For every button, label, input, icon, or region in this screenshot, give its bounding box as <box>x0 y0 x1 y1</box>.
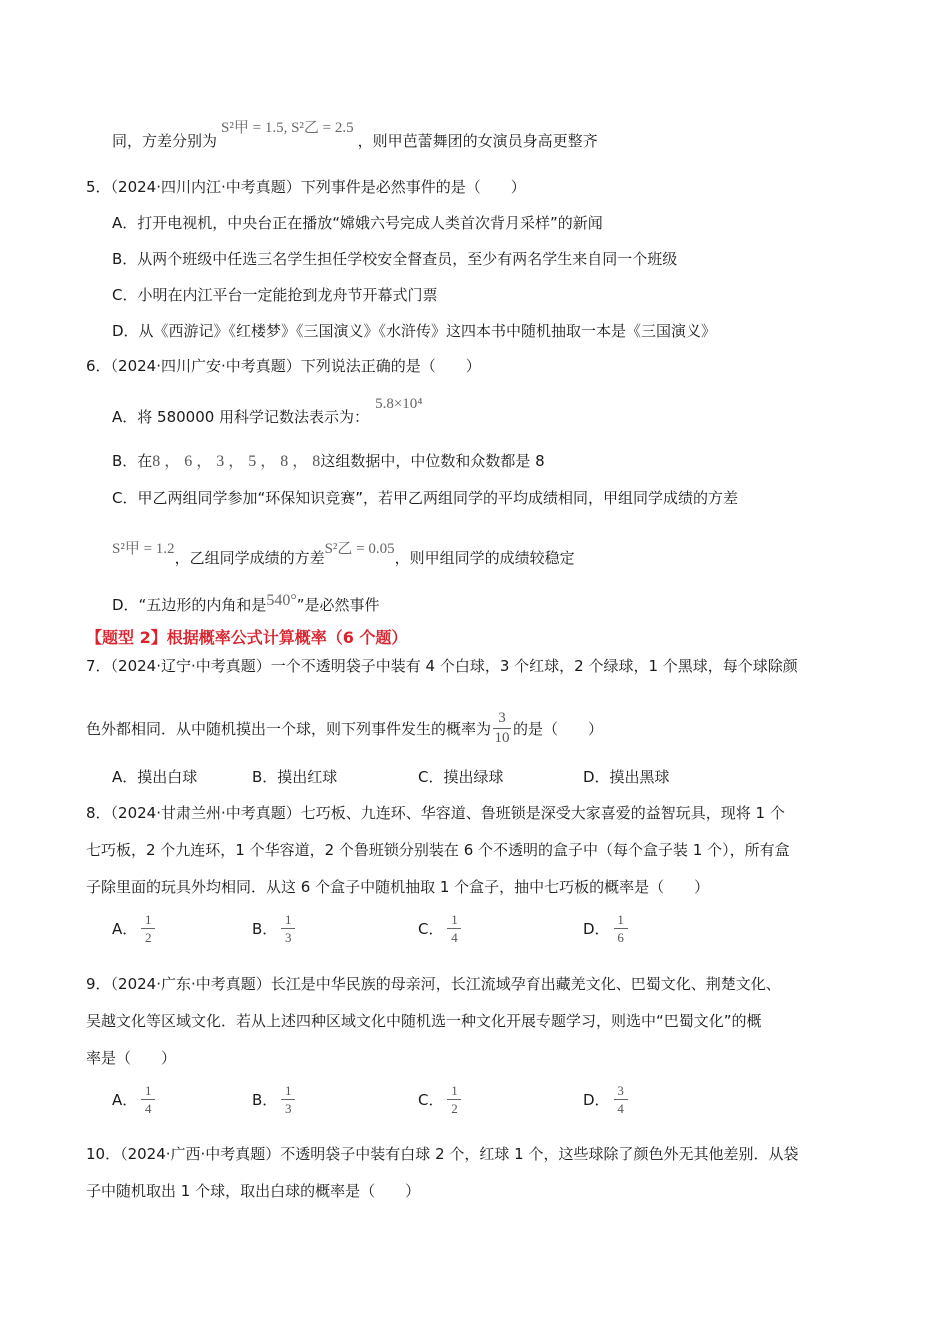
q7-stem-line1: 7．（2024·辽宁·中考真题）一个不透明袋子中装有 4 个白球，3 个红球，2 个绿球，1 个黑球，每个球除颜 <box>86 657 798 675</box>
top-line <box>112 120 598 153</box>
q8-option-d-den: 6 <box>617 930 624 945</box>
q9-option-c-num: 1 <box>451 1083 458 1098</box>
q9-option-a-fraction <box>141 1083 155 1116</box>
q9-option-d-num: 3 <box>617 1083 624 1098</box>
q9-option-a-num: 1 <box>145 1083 152 1098</box>
q10-stem-line2: 子中随机取出 1 个球，取出白球的概率是（ ） <box>86 1182 421 1200</box>
q7-fraction <box>493 710 511 747</box>
q9-option-d <box>583 1083 628 1116</box>
q6-option-d-formula: 540° <box>266 592 297 609</box>
q8-option-c-num: 1 <box>451 912 458 927</box>
q8-option-c <box>418 912 461 945</box>
q9-stem-line1: 9．（2024·广东·中考真题）长江是中华民族的母亲河，长江流域孕育出藏羌文化、巴蜀文化、荆楚文化、 <box>86 975 781 993</box>
q6-option-d-suffix: ”是必然事件 <box>296 596 380 614</box>
q6-option-b <box>112 450 545 473</box>
q6-option-c-formula2: S²乙 = 0.05 <box>324 541 395 557</box>
q9-option-b-label: B． <box>252 1091 278 1109</box>
q6-option-b-suffix: 这组数据中，中位数和众数都是 8 <box>320 452 545 470</box>
section-heading: 【题型 2】根据概率公式计算概率（6 个题） <box>86 628 408 647</box>
q9-option-d-den: 4 <box>617 1101 624 1116</box>
q8-option-d-fraction <box>614 912 628 945</box>
q8-option-c-den: 4 <box>451 930 458 945</box>
q8-option-d <box>583 912 628 945</box>
q9-option-c-label: C． <box>418 1091 444 1109</box>
q5-option-b: B．从两个班级中任选三名学生担任学校安全督查员，至少有两名学生来自同一个班级 <box>112 250 678 268</box>
q5-option-c: C．小明在内江平台一定能抢到龙舟节开幕式门票 <box>112 286 438 304</box>
q9-stem-line2: 吴越文化等区域文化．若从上述四种区域文化中随机选一种文化开展专题学习，则选中“巴蜀文化”的概 <box>86 1012 762 1030</box>
q7-stem-line2 <box>86 710 603 747</box>
q8-option-a-label: A． <box>112 920 138 938</box>
q6-option-b-prefix: B．在 <box>112 452 153 470</box>
q6-option-a-text: A．将 580000 用科学记数法表示为： <box>112 408 370 426</box>
q9-option-d-label: D． <box>583 1091 610 1109</box>
q7-fraction-den: 10 <box>494 730 510 746</box>
q6-option-a-formula: 5.8×10⁴ <box>375 396 423 412</box>
q6-option-a <box>112 396 423 429</box>
q8-stem-line3: 子除里面的玩具外均相同．从这 6 个盒子中随机抽取 1 个盒子，抽中七巧板的概率是（ ） <box>86 878 710 896</box>
top-line-suffix: ，则甲芭蕾舞团的女演员身高更整齐 <box>357 132 598 150</box>
q7-stem-line2-prefix: 色外都相同．从中随机摸出一个球，则下列事件发生的概率为 <box>86 719 492 738</box>
q6-option-c-line2 <box>112 541 575 570</box>
q5-option-d: D．从《西游记》《红楼梦》《三国演义》《水浒传》这四本书中随机抽取一本是《三国演义》 <box>112 322 717 340</box>
q6-option-c-formula1: S²甲 = 1.2 <box>112 541 175 557</box>
q9-option-a-den: 4 <box>145 1101 152 1116</box>
q5-stem: 5．（2024·四川内江·中考真题）下列事件是必然事件的是（ ） <box>86 178 526 196</box>
q8-option-d-num: 1 <box>617 912 624 927</box>
variance-formula: S²甲 = 1.5, S²乙 = 2.5 <box>221 120 354 136</box>
q7-option-d: D．摸出黑球 <box>583 768 670 786</box>
q8-option-c-label: C． <box>418 920 444 938</box>
q8-option-c-fraction <box>447 912 461 945</box>
q6-option-d-prefix: D．“五边形的内角和是 <box>112 596 267 614</box>
q7-option-a: A．摸出白球 <box>112 768 198 786</box>
q9-option-b <box>252 1083 295 1116</box>
q9-option-b-den: 3 <box>285 1101 292 1116</box>
q6-option-c-mid: ，乙组同学成绩的方差 <box>174 549 325 567</box>
q8-option-a <box>112 912 155 945</box>
q10-stem-line1: 10．（2024·广西·中考真题）不透明袋子中装有白球 2 个，红球 1 个，这些球除了颜色外无其他差别．从袋 <box>86 1145 799 1163</box>
q9-option-c <box>418 1083 461 1116</box>
q9-option-a-label: A． <box>112 1091 138 1109</box>
q8-option-b <box>252 912 295 945</box>
top-line-prefix: 同，方差分别为 <box>112 132 218 150</box>
q8-option-a-num: 1 <box>145 912 152 927</box>
q7-option-b: B．摸出红球 <box>252 768 338 786</box>
q6-option-b-numbers: 8 ， 6 ， 3 ， 5 ， 8 ， 8 <box>152 453 321 470</box>
q9-option-b-fraction <box>281 1083 295 1116</box>
q6-stem: 6．（2024·四川广安·中考真题）下列说法正确的是（ ） <box>86 357 481 375</box>
q8-option-d-label: D． <box>583 920 610 938</box>
q8-option-b-fraction <box>281 912 295 945</box>
q6-option-c-line1: C．甲乙两组同学参加“环保知识竞赛”，若甲乙两组同学的平均成绩相同，甲组同学成绩的方差 <box>112 489 739 507</box>
q9-option-b-num: 1 <box>285 1083 292 1098</box>
q9-option-c-den: 2 <box>451 1101 458 1116</box>
q7-stem-line2-suffix: 的是（ ） <box>513 719 604 738</box>
q6-option-c-suffix: ，则甲组同学的成绩较稳定 <box>394 549 575 567</box>
q8-option-b-den: 3 <box>285 930 292 945</box>
q8-option-b-num: 1 <box>285 912 292 927</box>
q5-option-a: A．打开电视机，中央台正在播放“嫦娥六号完成人类首次背月采样”的新闻 <box>112 214 603 232</box>
q9-option-d-fraction <box>614 1083 628 1116</box>
q6-option-d <box>112 594 380 617</box>
q9-stem-line3: 率是（ ） <box>86 1049 177 1067</box>
q8-stem-line1: 8．（2024·甘肃兰州·中考真题）七巧板、九连环、华容道、鲁班锁是深受大家喜爱的益智玩具，现将 1 个 <box>86 804 785 822</box>
q8-option-a-den: 2 <box>145 930 152 945</box>
q7-fraction-num: 3 <box>498 710 506 726</box>
q8-option-b-label: B． <box>252 920 278 938</box>
q9-option-a <box>112 1083 155 1116</box>
q8-stem-line2: 七巧板，2 个九连环，1 个华容道，2 个鲁班锁分别装在 6 个不透明的盒子中（每个盒子装 1 个），所有盒 <box>86 841 790 859</box>
q9-option-c-fraction <box>447 1083 461 1116</box>
q8-option-a-fraction <box>141 912 155 945</box>
q7-option-c: C．摸出绿球 <box>418 768 504 786</box>
